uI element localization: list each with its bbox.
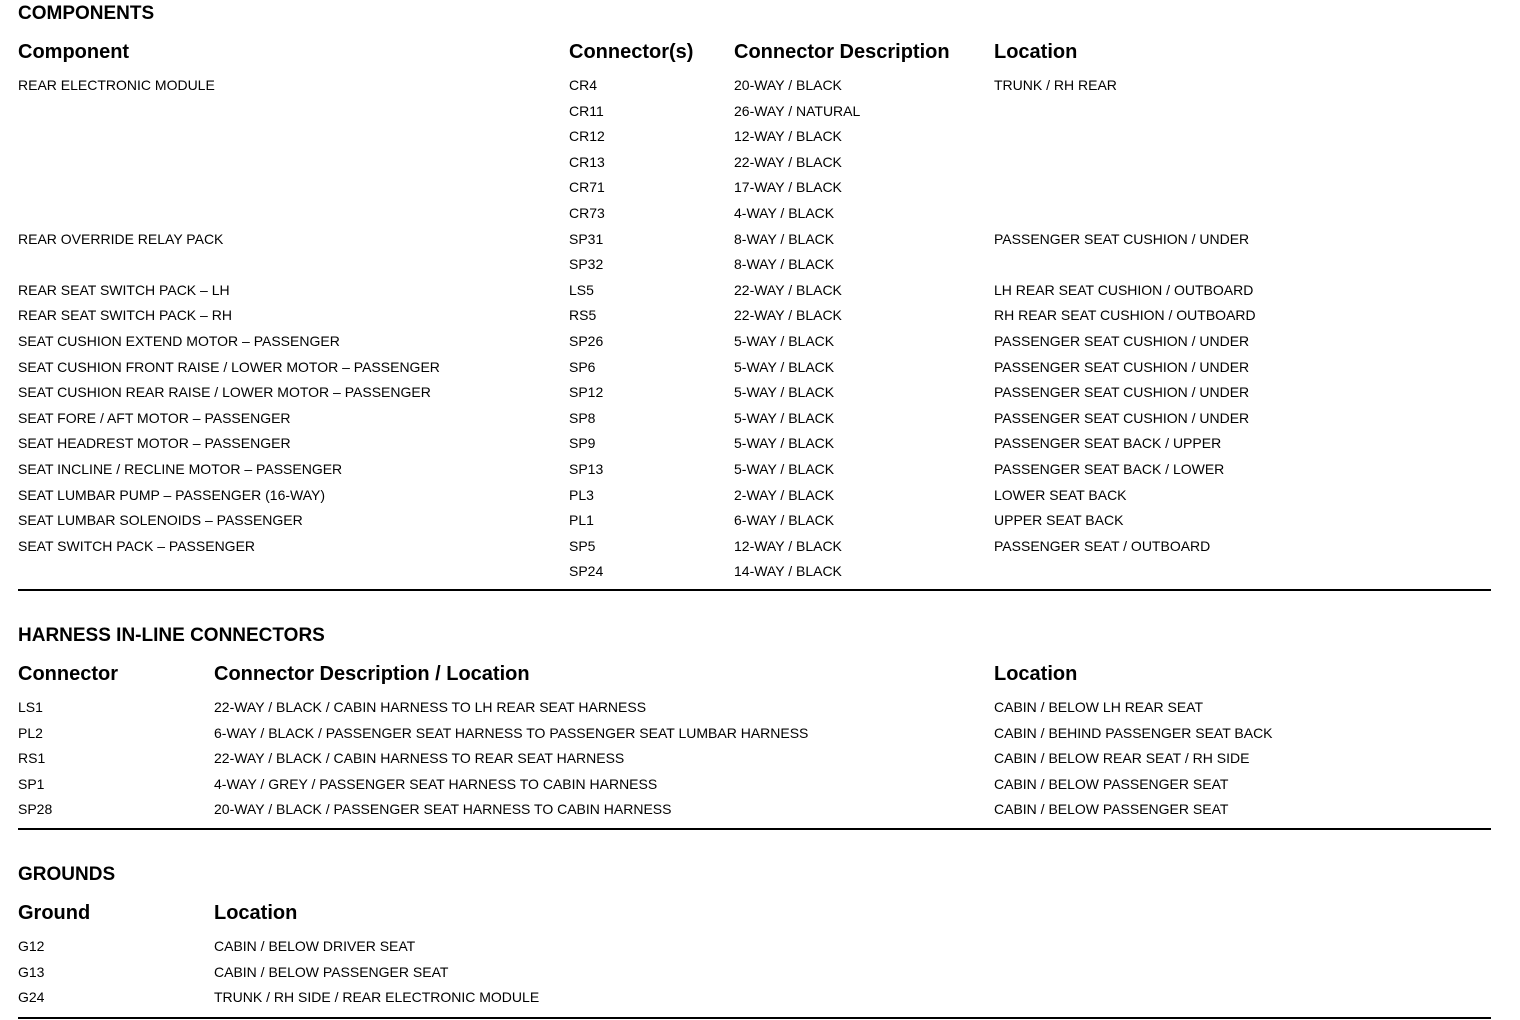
component-location: PASSENGER SEAT CUSHION / UNDER	[994, 332, 1250, 349]
inline-connector-description: 6-WAY / BLACK / PASSENGER SEAT HARNESS TO PASSENGER SEAT LUMBAR HARNESS	[214, 724, 809, 741]
component-location: PASSENGER SEAT / OUTBOARD	[994, 537, 1211, 554]
table-row	[18, 749, 1491, 775]
table-row	[18, 255, 1491, 281]
ground-location: CABIN / BELOW DRIVER SEAT	[214, 938, 416, 954]
inline-table	[18, 698, 1491, 826]
connector-description: 22-WAY / BLACK	[734, 153, 842, 170]
connector-description: 8-WAY / BLACK	[734, 230, 835, 247]
connector-description: 5-WAY / BLACK	[734, 332, 835, 349]
table-row	[18, 409, 1491, 435]
connector-description: 12-WAY / BLACK	[734, 537, 842, 554]
component-location: PASSENGER SEAT CUSHION / UNDER	[994, 409, 1250, 426]
connector-description: 14-WAY / BLACK	[734, 563, 842, 580]
inline-connector-id: SP28	[18, 801, 53, 818]
grounds-title: GROUNDS	[18, 864, 116, 885]
component-location: PASSENGER SEAT BACK / UPPER	[994, 435, 1222, 452]
inline-title: HARNESS IN-LINE CONNECTORS	[18, 625, 325, 646]
connector-description: 5-WAY / BLACK	[734, 384, 835, 401]
connector-id: SP9	[569, 435, 596, 452]
inline-connector-description: 22-WAY / BLACK / CABIN HARNESS TO REAR SEAT HARNESS	[214, 750, 625, 767]
connector-description: 26-WAY / NATURAL	[734, 102, 861, 119]
inline-connector-id: LS1	[18, 699, 43, 715]
table-row	[18, 127, 1491, 153]
table-row	[18, 102, 1491, 128]
components-divider	[18, 589, 1491, 591]
connector-id: LS5	[569, 281, 594, 298]
table-row	[18, 511, 1491, 537]
inline-connector-id: SP1	[18, 775, 45, 792]
connector-id: CR13	[569, 153, 605, 170]
component-name: SEAT CUSHION REAR RAISE / LOWER MOTOR – PASSENGER	[18, 384, 431, 401]
inline-header-location: Location	[994, 663, 1078, 685]
component-location: UPPER SEAT BACK	[994, 512, 1124, 529]
ground-id: G24	[18, 989, 45, 1006]
connector-description: 5-WAY / BLACK	[734, 435, 835, 452]
table-row	[18, 178, 1491, 204]
connector-id: CR12	[569, 128, 605, 145]
connector-id: SP24	[569, 563, 604, 580]
table-row	[18, 281, 1491, 307]
component-name: SEAT INCLINE / RECLINE MOTOR – PASSENGER	[18, 460, 343, 477]
connector-id: RS5	[569, 307, 597, 324]
component-location: PASSENGER SEAT CUSHION / UNDER	[994, 384, 1250, 401]
inline-connector-location: CABIN / BEHIND PASSENGER SEAT BACK	[994, 724, 1273, 741]
components-title: COMPONENTS	[18, 3, 155, 24]
table-row	[18, 153, 1491, 179]
components-table	[18, 76, 1491, 588]
component-location: PASSENGER SEAT BACK / LOWER	[994, 460, 1225, 477]
connector-id: SP12	[569, 384, 604, 401]
inline-connector-description: 4-WAY / GREY / PASSENGER SEAT HARNESS TO CABIN HARNESS	[214, 775, 658, 792]
table-row	[18, 460, 1491, 486]
component-name: REAR SEAT SWITCH PACK – LH	[18, 281, 230, 298]
components-header-component: Component	[18, 41, 130, 63]
inline-connector-location: CABIN / BELOW PASSENGER SEAT	[994, 801, 1229, 818]
connector-description: 17-WAY / BLACK	[734, 179, 842, 196]
connector-id: SP5	[569, 537, 596, 554]
grounds-header-location: Location	[214, 902, 298, 924]
table-row	[18, 204, 1491, 230]
components-header-location: Location	[994, 41, 1078, 63]
component-name: SEAT LUMBAR PUMP – PASSENGER (16-WAY)	[18, 486, 326, 503]
component-name: REAR OVERRIDE RELAY PACK	[18, 230, 224, 247]
table-row	[18, 537, 1491, 563]
connector-id: SP13	[569, 460, 604, 477]
component-location: PASSENGER SEAT CUSHION / UNDER	[994, 230, 1250, 247]
grounds-divider	[18, 1017, 1491, 1019]
connector-id: CR4	[569, 77, 598, 93]
table-row	[18, 76, 1491, 102]
connector-id: SP8	[569, 409, 596, 426]
connector-description: 22-WAY / BLACK	[734, 307, 842, 324]
table-row	[18, 306, 1491, 332]
components-header-description: Connector Description	[734, 41, 950, 63]
component-name: SEAT CUSHION EXTEND MOTOR – PASSENGER	[18, 332, 340, 349]
connector-description: 5-WAY / BLACK	[734, 409, 835, 426]
ground-id: G13	[18, 963, 45, 980]
inline-header-description: Connector Description / Location	[214, 663, 530, 685]
inline-connector-location: CABIN / BELOW LH REAR SEAT	[994, 699, 1204, 715]
table-row	[18, 775, 1491, 801]
table-row	[18, 383, 1491, 409]
connector-description: 12-WAY / BLACK	[734, 128, 842, 145]
connector-description: 5-WAY / BLACK	[734, 358, 835, 375]
connector-id: SP26	[569, 332, 604, 349]
table-row	[18, 698, 1491, 724]
connector-id: PL3	[569, 486, 594, 503]
table-row	[18, 800, 1491, 826]
connector-id: SP32	[569, 256, 604, 273]
grounds-header-ground: Ground	[18, 902, 91, 924]
component-location: RH REAR SEAT CUSHION / OUTBOARD	[994, 307, 1256, 324]
component-name: SEAT CUSHION FRONT RAISE / LOWER MOTOR – PASSENGER	[18, 358, 440, 375]
connector-description: 2-WAY / BLACK	[734, 486, 835, 503]
connector-id: PL1	[569, 512, 594, 529]
component-name: SEAT HEADREST MOTOR – PASSENGER	[18, 435, 291, 452]
inline-connector-description: 20-WAY / BLACK / PASSENGER SEAT HARNESS TO CABIN HARNESS	[214, 801, 672, 818]
component-name: SEAT SWITCH PACK – PASSENGER	[18, 537, 256, 554]
table-row	[18, 230, 1491, 256]
connector-description: 6-WAY / BLACK	[734, 512, 835, 529]
connector-description: 22-WAY / BLACK	[734, 281, 842, 298]
table-row	[18, 562, 1491, 588]
component-name: SEAT LUMBAR SOLENOIDS – PASSENGER	[18, 512, 303, 529]
component-name: REAR ELECTRONIC MODULE	[18, 77, 215, 93]
inline-connector-id: PL2	[18, 724, 43, 741]
table-row	[18, 724, 1491, 750]
connector-id: SP31	[569, 230, 604, 247]
inline-connector-location: CABIN / BELOW PASSENGER SEAT	[994, 775, 1229, 792]
component-location: PASSENGER SEAT CUSHION / UNDER	[994, 358, 1250, 375]
component-location: TRUNK / RH REAR	[994, 77, 1117, 93]
component-location: LH REAR SEAT CUSHION / OUTBOARD	[994, 281, 1254, 298]
connector-id: CR73	[569, 204, 605, 221]
table-row	[18, 434, 1491, 460]
inline-header-connector: Connector	[18, 663, 118, 685]
inline-connector-id: RS1	[18, 750, 46, 767]
inline-connector-location: CABIN / BELOW REAR SEAT / RH SIDE	[994, 750, 1250, 767]
component-name: SEAT FORE / AFT MOTOR – PASSENGER	[18, 409, 291, 426]
connector-description: 8-WAY / BLACK	[734, 256, 835, 273]
connector-description: 20-WAY / BLACK	[734, 77, 842, 93]
ground-location: TRUNK / RH SIDE / REAR ELECTRONIC MODULE	[214, 989, 540, 1006]
grounds-table	[18, 937, 1491, 1014]
connector-description: 5-WAY / BLACK	[734, 460, 835, 477]
connector-id: SP6	[569, 358, 596, 375]
components-header-connectors: Connector(s)	[569, 41, 694, 63]
ground-location: CABIN / BELOW PASSENGER SEAT	[214, 963, 449, 980]
connector-description: 4-WAY / BLACK	[734, 204, 835, 221]
ground-id: G12	[18, 938, 45, 954]
inline-connector-description: 22-WAY / BLACK / CABIN HARNESS TO LH REAR SEAT HARNESS	[214, 699, 647, 715]
component-name: REAR SEAT SWITCH PACK – RH	[18, 307, 232, 324]
inline-divider	[18, 828, 1491, 830]
connector-id: CR11	[569, 102, 604, 119]
table-row	[18, 963, 1491, 989]
table-row	[18, 988, 1491, 1014]
table-row	[18, 332, 1491, 358]
connector-id: CR71	[569, 179, 605, 196]
table-row	[18, 358, 1491, 384]
table-row	[18, 486, 1491, 512]
table-row	[18, 937, 1491, 963]
component-location: LOWER SEAT BACK	[994, 486, 1127, 503]
